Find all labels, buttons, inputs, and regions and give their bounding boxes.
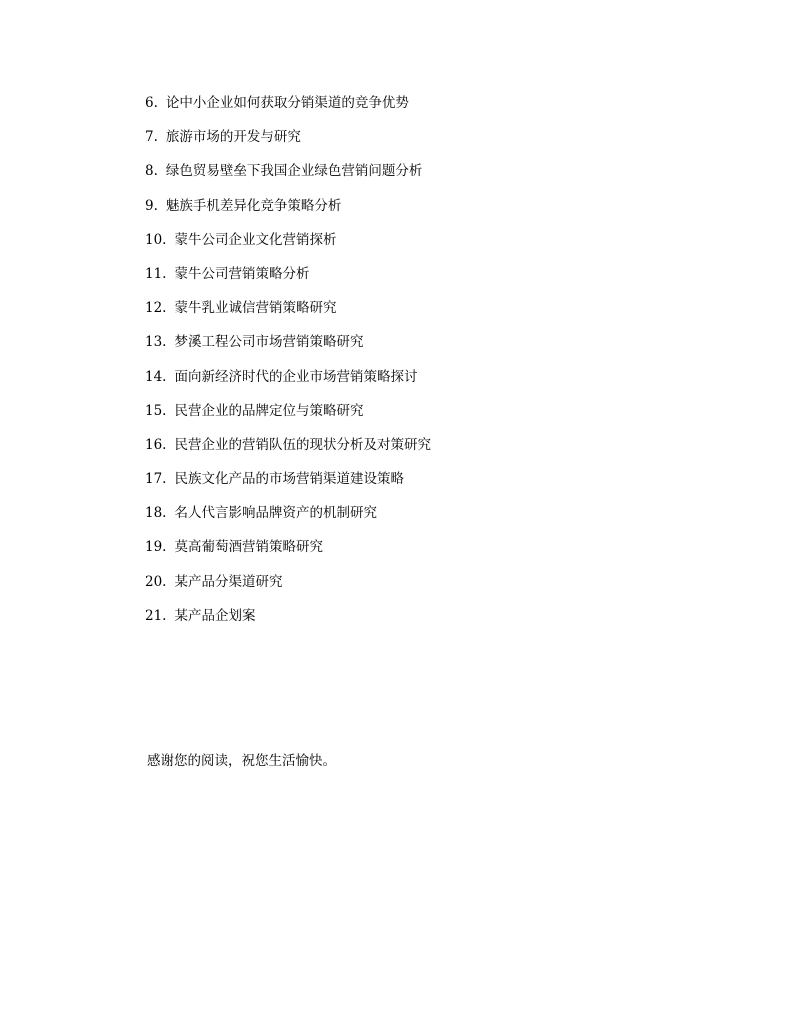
item-text: 蒙牛乳业诚信营销策略研究 [174,300,337,317]
list-item [145,535,431,569]
list-item [145,399,431,433]
item-number: 7. [145,129,158,146]
item-text: 民营企业的品牌定位与策略研究 [174,402,364,419]
item-number: 18. [145,505,167,522]
item-number: 10. [145,231,167,248]
item-text: 民族文化产品的市场营销渠道建设策略 [174,471,404,488]
item-text: 绿色贸易壁垒下我国企业绿色营销问题分析 [165,163,423,180]
list-item [145,330,431,364]
item-text: 面向新经济时代的企业市场营销策略探讨 [174,368,418,385]
list-item [145,433,431,467]
item-text: 某产品企划案 [174,607,256,624]
list-item [145,467,431,501]
item-number: 21. [145,607,167,624]
list-item [145,91,431,125]
item-number: 19. [145,539,167,556]
item-text: 民营企业的营销队伍的现状分析及对策研究 [174,436,431,453]
item-text: 旅游市场的开发与研究 [165,129,301,146]
item-number: 17. [145,471,167,488]
list-item [145,570,431,604]
item-number: 16. [145,436,167,453]
list-item [145,296,431,330]
item-number: 11. [145,265,167,282]
item-number: 6. [145,95,158,111]
list-item [145,159,431,193]
item-number: 14. [145,368,167,385]
item-text: 梦溪工程公司市场营销策略研究 [174,334,364,351]
item-text: 莫高葡萄酒营销策略研究 [174,539,323,556]
list-item [145,501,431,535]
item-text: 某产品分渠道研究 [174,573,283,590]
item-number: 12. [145,300,167,317]
list-item [145,228,431,262]
closing-line: 感谢您的阅读，祝您生活愉快。 [147,752,336,769]
list-item [145,365,431,399]
item-text: 魅族手机差异化竞争策略分析 [165,197,342,214]
topic-list [145,91,431,638]
item-text: 蒙牛公司营销策略分析 [174,265,310,282]
list-item [145,262,431,296]
list-item [145,604,431,638]
list-item [145,125,431,159]
item-text: 名人代言影响品牌资产的机制研究 [174,505,377,522]
item-number: 8. [145,163,158,180]
item-text: 蒙牛公司企业文化营销探析 [174,231,337,248]
item-number: 13. [145,334,167,351]
list-item [145,194,431,228]
item-number: 9. [145,197,158,214]
item-text: 论中小企业如何获取分销渠道的竞争优势 [165,95,409,111]
item-number: 20. [145,573,167,590]
item-number: 15. [145,402,167,419]
